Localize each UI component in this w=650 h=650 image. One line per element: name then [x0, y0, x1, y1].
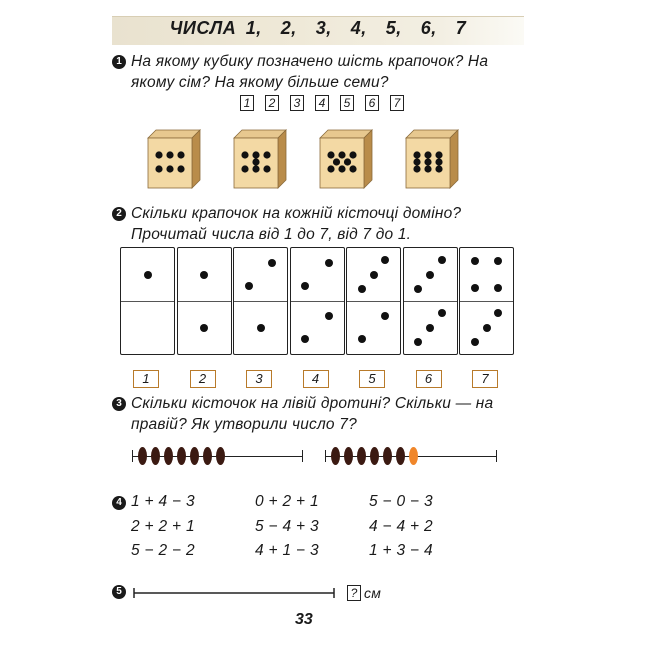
- page-number: 33: [295, 611, 313, 628]
- domino-count-box: 4: [303, 370, 329, 388]
- abacus-bead: [344, 447, 353, 465]
- die-cube: [320, 130, 372, 188]
- expression: 1 + 4 − 3: [131, 493, 195, 510]
- domino-tile: [120, 247, 175, 355]
- die-pip: [435, 151, 442, 158]
- abacus-bead: [190, 447, 199, 465]
- number-box: 7: [390, 95, 404, 111]
- domino-divider: [460, 301, 513, 302]
- die-pip: [263, 151, 270, 158]
- domino-pip: [471, 257, 479, 265]
- abacus-bead: [396, 447, 405, 465]
- domino-pip: [483, 324, 491, 332]
- domino-pip: [494, 257, 502, 265]
- number-box: 2: [265, 95, 279, 111]
- page-title: ЧИСЛА 1, 2, 3, 4, 5, 6, 7: [169, 18, 467, 38]
- domino-count-box: 2: [190, 370, 216, 388]
- die-cube: [234, 130, 286, 188]
- die-pip: [349, 165, 356, 172]
- die-pip: [155, 165, 162, 172]
- domino-pip: [438, 309, 446, 317]
- domino-pip: [200, 324, 208, 332]
- die-pip: [252, 158, 259, 165]
- domino-pip: [381, 312, 389, 320]
- die-pip: [424, 158, 431, 165]
- expression: 4 − 4 + 2: [369, 518, 433, 535]
- abacus-bead: [357, 447, 366, 465]
- domino-count-box: 7: [472, 370, 498, 388]
- die-pip: [413, 165, 420, 172]
- domino-tile: [290, 247, 345, 355]
- die-pip: [155, 151, 162, 158]
- die-pip: [252, 165, 259, 172]
- domino-pip: [144, 271, 152, 279]
- wire-end: [302, 450, 303, 462]
- domino-pip: [200, 271, 208, 279]
- domino-tile: [346, 247, 401, 355]
- domino-pip: [325, 259, 333, 267]
- abacus-bead: [383, 447, 392, 465]
- domino-count-box: 6: [416, 370, 442, 388]
- die-pip: [327, 165, 334, 172]
- number-box: 1: [240, 95, 254, 111]
- domino-tile: [459, 247, 514, 355]
- domino-count-box: 3: [246, 370, 272, 388]
- domino-pip: [358, 285, 366, 293]
- domino-count-box: 5: [359, 370, 385, 388]
- expression: 0 + 2 + 1: [255, 493, 319, 510]
- number-box: 3: [290, 95, 304, 111]
- domino-divider: [291, 301, 344, 302]
- die-pip: [424, 165, 431, 172]
- expression: 2 + 2 + 1: [131, 518, 195, 535]
- die-pip: [413, 151, 420, 158]
- die-pip: [241, 151, 248, 158]
- abacus-bead: [409, 447, 418, 465]
- domino-divider: [347, 301, 400, 302]
- abacus-bead: [138, 447, 147, 465]
- die-pip: [263, 165, 270, 172]
- expression: 5 − 2 − 2: [131, 542, 195, 559]
- abacus-bead: [164, 447, 173, 465]
- domino-divider: [404, 301, 457, 302]
- die-pip: [327, 151, 334, 158]
- domino-pip: [471, 338, 479, 346]
- domino-pip: [301, 282, 309, 290]
- task-3-number: 3: [112, 397, 126, 411]
- domino-tile: [177, 247, 232, 355]
- domino-pip: [414, 338, 422, 346]
- die-pip: [333, 158, 340, 165]
- die-pip: [166, 165, 173, 172]
- domino-pip: [494, 309, 502, 317]
- task-4-number: 4: [112, 496, 126, 510]
- wire-end: [496, 450, 497, 462]
- task-1-number: 1: [112, 55, 126, 69]
- number-boxes-row: [240, 95, 410, 113]
- number-box: 6: [365, 95, 379, 111]
- domino-pip: [301, 335, 309, 343]
- task-3-question: Скільки кісточок на лівій дротині? Скільки — на правій? Як утворили число 7?: [131, 395, 494, 433]
- abacus-bead: [151, 447, 160, 465]
- domino-tile: [403, 247, 458, 355]
- expression: 1 + 3 − 4: [369, 542, 433, 559]
- domino-pip: [245, 282, 253, 290]
- die-cube: [406, 130, 458, 188]
- die-pip: [177, 151, 184, 158]
- domino-pip: [325, 312, 333, 320]
- domino-pip: [381, 256, 389, 264]
- task-2-question: Скільки крапочок на кожній кісточці доміно? Прочитай числа від 1 до 7, від 7 до 1.: [131, 205, 462, 243]
- die-pip: [166, 151, 173, 158]
- domino-pip: [426, 324, 434, 332]
- die-pip: [344, 158, 351, 165]
- die-cube: [148, 130, 200, 188]
- expression: 5 − 4 + 3: [255, 518, 319, 535]
- abacus-bead: [216, 447, 225, 465]
- domino-divider: [121, 301, 174, 302]
- unit-label: см: [364, 585, 382, 601]
- die-pip: [349, 151, 356, 158]
- die-pip: [413, 158, 420, 165]
- die-pip: [177, 165, 184, 172]
- abacus-bead: [370, 447, 379, 465]
- task-5-number: 5: [112, 585, 126, 599]
- expression: 5 − 0 − 3: [369, 493, 433, 510]
- wire-end: [132, 450, 133, 462]
- die-pip: [252, 151, 259, 158]
- number-box: 4: [315, 95, 329, 111]
- domino-pip: [494, 284, 502, 292]
- die-pip: [338, 151, 345, 158]
- answer-box: ?: [347, 585, 361, 601]
- domino-pip: [438, 256, 446, 264]
- abacus-bead: [331, 447, 340, 465]
- die-pip: [435, 158, 442, 165]
- domino-pip: [426, 271, 434, 279]
- segment-line: [130, 585, 340, 601]
- die-pip: [241, 165, 248, 172]
- domino-pip: [471, 284, 479, 292]
- expression: 4 + 1 − 3: [255, 542, 319, 559]
- number-box: 5: [340, 95, 354, 111]
- domino-pip: [268, 259, 276, 267]
- domino-pip: [358, 335, 366, 343]
- domino-divider: [234, 301, 287, 302]
- domino-count-box: 1: [133, 370, 159, 388]
- abacus-bead: [203, 447, 212, 465]
- domino-tile: [233, 247, 288, 355]
- die-pip: [435, 165, 442, 172]
- die-pip: [424, 151, 431, 158]
- domino-pip: [370, 271, 378, 279]
- task-2-number: 2: [112, 207, 126, 221]
- domino-pip: [257, 324, 265, 332]
- domino-pip: [414, 285, 422, 293]
- abacus-bead: [177, 447, 186, 465]
- domino-divider: [178, 301, 231, 302]
- dice-cubes: [140, 122, 520, 192]
- die-pip: [338, 165, 345, 172]
- wire-end: [325, 450, 326, 462]
- task-1-question: На якому кубику позначено шість крапочок? На якому сім? На якому більше семи?: [131, 53, 489, 91]
